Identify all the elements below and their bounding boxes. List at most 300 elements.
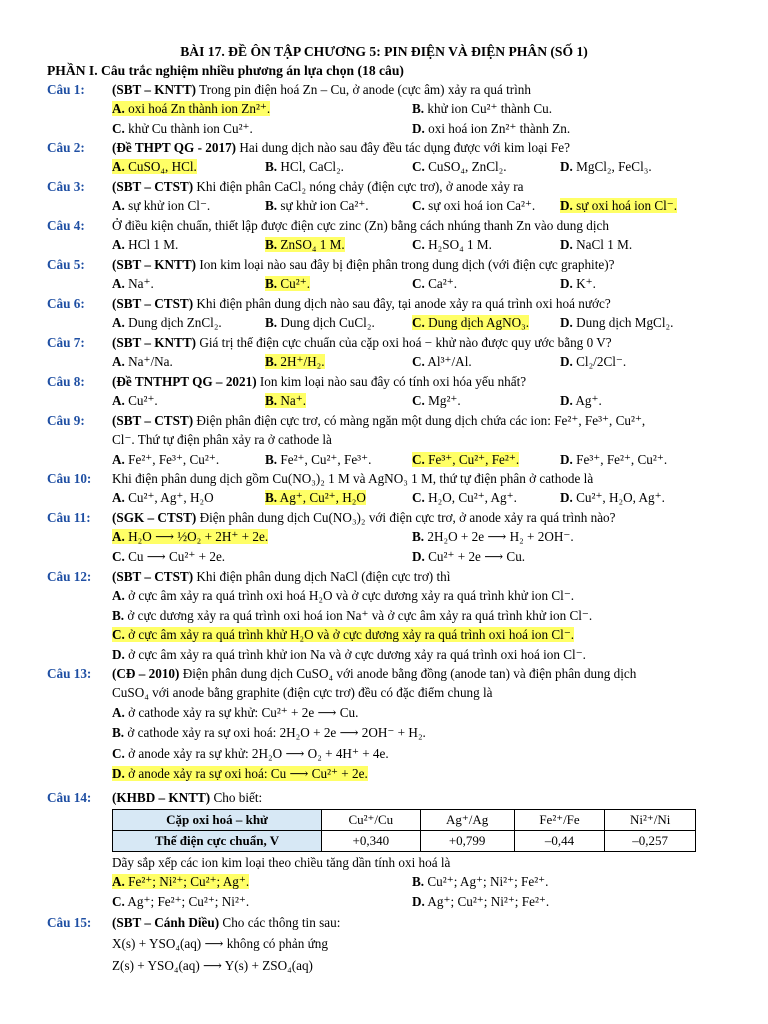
- option-a[interactable]: [112, 276, 154, 292]
- question-source: (CĐ – 2010): [112, 666, 180, 681]
- option-c[interactable]: [412, 198, 535, 214]
- question-text: Giá trị thế điện cực chuẩn của cặp oxi hoá − khử nào được quy ước bằng 0 V?: [199, 335, 612, 350]
- option-letter: D.: [412, 548, 425, 564]
- option-content: [112, 237, 178, 252]
- option-b[interactable]: [265, 354, 325, 370]
- question-number: Câu 10:: [47, 471, 92, 486]
- option-content: [412, 354, 472, 369]
- option-content: [560, 237, 632, 252]
- option-letter: D.: [112, 646, 125, 662]
- option-content: [112, 746, 389, 761]
- option-a[interactable]: [112, 354, 173, 370]
- option-text: Al³⁺/Al.: [427, 354, 472, 370]
- option-d[interactable]: [112, 647, 586, 663]
- option-text: Na⁺.: [128, 276, 154, 292]
- option-text: Cu²⁺, H₂O, Ag⁺.: [576, 490, 665, 506]
- option-letter: C.: [412, 237, 425, 253]
- question-number: Câu 4:: [47, 218, 85, 233]
- option-b[interactable]: [265, 159, 344, 175]
- option-d[interactable]: [560, 354, 626, 370]
- option-text: ở anode xảy ra sự khử: 2H₂O ⟶ O₂ + 4H⁺ + 4e.: [128, 745, 389, 761]
- question-source: (SBT – CTST): [112, 296, 194, 311]
- option-content: [412, 198, 535, 213]
- option-letter: A.: [112, 529, 125, 545]
- option-letter: C.: [412, 354, 425, 370]
- option-content: [112, 159, 197, 174]
- option-text: Ag⁺; Fe²⁺; Cu²⁺; Ni²⁺.: [127, 893, 250, 909]
- option-letter: A.: [112, 588, 125, 604]
- option-c[interactable]: [412, 354, 472, 370]
- option-text: Dung dịch AgNO₃.: [428, 315, 530, 331]
- question-number: Câu 3:: [47, 179, 85, 194]
- option-letter: C.: [412, 490, 425, 506]
- question-text: Hai dung dịch nào sau đây đều tác dụng được với kim loại Fe?: [239, 140, 570, 155]
- option-letter: B.: [265, 393, 278, 409]
- option-text: Fe³⁺, Fe²⁺, Cu²⁺.: [576, 451, 668, 467]
- option-content: [265, 237, 345, 252]
- option-content: [412, 237, 492, 252]
- option-content: [265, 354, 325, 369]
- option-content: [112, 315, 222, 330]
- option-b[interactable]: [265, 490, 366, 506]
- option-d[interactable]: [560, 159, 652, 175]
- option-text: Cu²⁺.: [280, 276, 310, 292]
- option-b[interactable]: [265, 452, 371, 468]
- question-number: Câu 11:: [47, 510, 91, 525]
- option-content: [112, 588, 574, 603]
- table-row-header: Thế điện cực chuẩn, V: [113, 831, 322, 852]
- option-content: [412, 894, 549, 909]
- option-letter: C.: [412, 451, 425, 467]
- option-b[interactable]: [265, 276, 310, 292]
- option-text: Dung dịch ZnCl₂.: [128, 315, 222, 331]
- question-stem: [112, 569, 738, 585]
- option-text: sự khử ion Cl⁻.: [128, 198, 211, 214]
- table-cell: Fe²⁺/Fe: [514, 810, 605, 831]
- question-number: Câu 14:: [47, 790, 92, 805]
- option-text: Fe³⁺, Cu²⁺, Fe²⁺.: [428, 451, 520, 467]
- option-d[interactable]: [560, 393, 602, 409]
- question-source: (SBT – CTST): [112, 569, 194, 584]
- option-letter: B.: [265, 490, 278, 506]
- question-source: (KHBD – KNTT): [112, 790, 211, 805]
- option-letter: A.: [112, 704, 125, 720]
- option-letter: B.: [265, 315, 278, 331]
- question-text: Điện phân dung dịch Cu(NO₃)₂ với điện cực trơ, ở anode xảy ra quá trình nào?: [199, 510, 616, 525]
- option-text: ở cathode xảy ra sự oxi hoá: 2H₂O + 2e ⟶ 2OH⁻ + H₂.: [127, 725, 426, 741]
- option-text: CuSO₄, ZnCl₂.: [428, 159, 507, 175]
- option-content: [412, 121, 570, 136]
- option-letter: B.: [412, 874, 425, 890]
- option-text: ở cathode xảy ra sự khử: Cu²⁺ + 2e ⟶ Cu.: [128, 704, 359, 720]
- option-text: Cu²⁺; Ag⁺; Ni²⁺; Fe²⁺.: [427, 874, 549, 890]
- option-c[interactable]: [412, 490, 517, 506]
- reaction-line: Z(s) + YSO₄(aq) ⟶ Y(s) + ZSO₄(aq): [112, 957, 313, 973]
- table-cell: –0,257: [605, 831, 696, 852]
- option-text: ở cực âm xảy ra quá trình khử ion Na và ở cực dương xảy ra quá trình oxi hoá ion Cl⁻.: [128, 646, 586, 662]
- option-text: oxi hoá ion Zn²⁺ thành Zn.: [428, 120, 571, 136]
- option-content: [412, 393, 461, 408]
- option-letter: D.: [560, 315, 573, 331]
- question-stem: [112, 140, 738, 156]
- option-c[interactable]: [412, 315, 529, 331]
- question-number: Câu 13:: [47, 666, 92, 681]
- option-text: Fe²⁺, Fe³⁺, Cu²⁺.: [128, 451, 220, 467]
- option-content: [560, 198, 677, 213]
- option-content: [412, 315, 529, 330]
- option-text: sự oxi hoá ion Ca²⁺.: [428, 198, 536, 214]
- question-stem: [112, 374, 738, 390]
- option-letter: B.: [412, 529, 425, 545]
- question-source: (SBT – KNTT): [112, 82, 197, 97]
- option-letter: A.: [112, 237, 125, 253]
- option-d[interactable]: [560, 198, 677, 214]
- option-letter: D.: [560, 159, 573, 175]
- option-content: [560, 354, 626, 369]
- question-stem: [112, 296, 738, 312]
- option-b[interactable]: [112, 608, 592, 624]
- option-c[interactable]: [112, 746, 389, 762]
- option-letter: A.: [112, 276, 125, 292]
- option-content: [560, 276, 596, 291]
- option-content: [412, 549, 525, 564]
- option-content: [265, 198, 369, 213]
- option-text: Fe²⁺; Ni²⁺; Cu²⁺; Ag⁺.: [128, 874, 250, 890]
- option-d[interactable]: [560, 315, 673, 331]
- option-text: H₂O ⟶ ½O₂ + 2H⁺ + 2e.: [128, 529, 269, 545]
- option-text: ở cực dương xảy ra quá trình oxi hoá ion Na⁺ và ở cực âm xảy ra quá trình khử ion Cl⁻.: [127, 607, 593, 623]
- option-letter: D.: [560, 490, 573, 506]
- option-c[interactable]: [112, 627, 574, 643]
- question-stem: [112, 471, 738, 487]
- option-letter: B.: [265, 276, 278, 292]
- option-a[interactable]: [112, 198, 210, 214]
- option-content: [265, 159, 344, 174]
- question-text-continued: CuSO₄ với anode bằng graphite (điện cực trơ) đều có đặc điểm chung là: [112, 685, 493, 701]
- question-stem: [112, 790, 738, 806]
- option-letter: C.: [112, 627, 125, 643]
- option-content: [560, 490, 665, 505]
- option-text: Ca²⁺.: [428, 276, 457, 292]
- option-letter: B.: [265, 237, 278, 253]
- option-c[interactable]: [112, 121, 253, 137]
- option-text: 2H⁺/H₂.: [280, 354, 325, 370]
- option-c[interactable]: [412, 159, 507, 175]
- question-text: Trong pin điện hoá Zn – Cu, ở anode (cực âm) xảy ra quá trình: [199, 82, 531, 97]
- option-letter: B.: [412, 101, 425, 117]
- option-content: [112, 393, 158, 408]
- option-text: khử ion Cu²⁺ thành Cu.: [427, 101, 553, 117]
- option-letter: D.: [560, 276, 573, 292]
- option-content: [265, 276, 310, 291]
- option-a[interactable]: [112, 159, 197, 175]
- question-stem: [112, 218, 738, 234]
- option-content: [112, 608, 592, 623]
- option-content: [112, 627, 574, 642]
- table-cell: –0,44: [514, 831, 605, 852]
- option-text: Cl₂/2Cl⁻.: [576, 354, 627, 370]
- question-text: Ion kim loại nào sau đây bị điện phân trong dung dịch (với điện cực graphite)?: [199, 257, 615, 272]
- option-content: [112, 198, 210, 213]
- option-letter: C.: [412, 159, 425, 175]
- question-stem: [112, 257, 738, 273]
- question-text-continued: Dãy sắp xếp các ion kim loại theo chiều tăng dần tính oxi hoá là: [112, 855, 451, 870]
- option-a[interactable]: [112, 315, 222, 331]
- question-number: Câu 8:: [47, 374, 85, 389]
- question-stem: [112, 179, 738, 195]
- option-d[interactable]: [412, 121, 570, 137]
- option-letter: B.: [265, 451, 278, 467]
- question-stem: [112, 510, 738, 526]
- option-letter: C.: [112, 745, 125, 761]
- question-text: Ở điều kiện chuẩn, thiết lập được điện cực zinc (Zn) bằng cách nhúng thanh Zn vào dung dịch: [112, 218, 609, 233]
- option-letter: D.: [560, 354, 573, 370]
- question-text: Điện phân dung dịch CuSO₄ với anode bằng đồng (anode tan) và điện phân dung dịch: [182, 666, 637, 681]
- option-text: ở cực âm xảy ra quá trình khử H₂O và ở cực dương xảy ra quá trình oxi hoá ion Cl⁻.: [128, 627, 575, 643]
- option-text: Ag⁺; Cu²⁺; Ni²⁺; Fe²⁺.: [427, 893, 550, 909]
- option-text: HCl, CaCl₂.: [280, 159, 344, 175]
- option-letter: C.: [412, 393, 425, 409]
- option-text: Cu²⁺ + 2e ⟶ Cu.: [428, 548, 526, 564]
- option-text: Dung dịch CuCl₂.: [280, 315, 375, 331]
- option-text: sự oxi hoá ion Cl⁻.: [576, 198, 678, 214]
- option-c[interactable]: [412, 393, 461, 409]
- question-stem: [112, 413, 738, 429]
- option-a[interactable]: [112, 874, 249, 890]
- option-letter: C.: [412, 276, 425, 292]
- option-letter: B.: [265, 198, 278, 214]
- option-letter: D.: [412, 120, 425, 136]
- option-d[interactable]: [412, 894, 549, 910]
- option-c[interactable]: [112, 549, 225, 565]
- table-cell: +0,799: [420, 831, 514, 852]
- option-content: [412, 159, 507, 174]
- option-letter: D.: [560, 393, 573, 409]
- option-text: Na⁺.: [280, 393, 307, 409]
- option-a[interactable]: [112, 529, 268, 545]
- option-text: H₂SO₄ 1 M.: [428, 237, 492, 253]
- option-content: [112, 276, 154, 291]
- option-text: HCl 1 M.: [128, 237, 179, 253]
- question-source: (SBT – CTST): [112, 179, 194, 194]
- option-text: MgCl₂, FeCl₃.: [576, 159, 652, 175]
- option-letter: C.: [412, 198, 425, 214]
- question-stem: [112, 335, 738, 351]
- option-text: Fe²⁺, Cu²⁺, Fe³⁺.: [280, 451, 372, 467]
- option-text: Ag⁺, Cu²⁺, H₂O: [279, 490, 366, 506]
- option-letter: A.: [112, 159, 125, 175]
- question-text-continued: Cl⁻. Thứ tự điện phân xảy ra ở cathode là: [112, 432, 332, 448]
- option-text: CuSO₄, HCl.: [128, 159, 197, 175]
- option-content: [112, 647, 586, 662]
- option-b[interactable]: [112, 725, 426, 741]
- table-row-header: Cặp oxi hoá – khử: [113, 810, 322, 831]
- option-a[interactable]: [112, 237, 178, 253]
- option-text: Ag⁺.: [575, 393, 602, 409]
- table-cell: Ni²⁺/Ni: [605, 810, 696, 831]
- option-letter: B.: [112, 725, 125, 741]
- option-letter: A.: [112, 354, 125, 370]
- option-d[interactable]: [560, 490, 665, 506]
- option-letter: A.: [112, 101, 125, 117]
- question-text: Điện phân điện cực trơ, có màng ngăn một dung dịch chứa các ion: Fe²⁺, Fe³⁺, Cu²⁺,: [196, 413, 646, 428]
- option-content: [412, 101, 552, 116]
- option-letter: A.: [112, 393, 125, 409]
- option-text: khử Cu thành ion Cu²⁺.: [128, 120, 253, 136]
- option-content: [560, 159, 652, 174]
- option-b[interactable]: [412, 874, 548, 890]
- option-a[interactable]: [112, 705, 358, 721]
- option-b[interactable]: [265, 198, 369, 214]
- option-content: [112, 549, 225, 564]
- table-cell: Cu²⁺/Cu: [322, 810, 421, 831]
- question-text: Khi điện phân dung dịch NaCl (điện cực trơ) thì: [196, 569, 451, 584]
- option-text: Dung dịch MgCl₂.: [576, 315, 674, 331]
- option-content: [112, 874, 249, 889]
- option-content: [265, 393, 306, 408]
- option-d[interactable]: [560, 276, 596, 292]
- option-b[interactable]: [412, 101, 552, 117]
- option-a[interactable]: [112, 588, 574, 604]
- option-content: [412, 452, 519, 467]
- option-text: Cu ⟶ Cu²⁺ + 2e.: [128, 548, 226, 564]
- reaction-line: X(s) + YSO₄(aq) ⟶ không có phản ứng: [112, 936, 328, 952]
- option-letter: D.: [560, 237, 573, 253]
- option-text: ở cực âm xảy ra quá trình oxi hoá H₂O và ở cực dương xảy ra quá trình khử ion Cl⁻.: [128, 588, 575, 604]
- question-source: (SBT – Cánh Diều): [112, 915, 220, 930]
- option-letter: A.: [112, 490, 125, 506]
- question-stem: [112, 915, 738, 931]
- option-d[interactable]: [560, 452, 667, 468]
- option-content: [112, 490, 214, 505]
- question-number: Câu 9:: [47, 413, 85, 428]
- option-letter: B.: [265, 354, 278, 370]
- question-number: Câu 2:: [47, 140, 85, 155]
- option-d[interactable]: [412, 549, 525, 565]
- option-content: [112, 894, 249, 909]
- option-content: [412, 874, 548, 889]
- table-cell: +0,340: [322, 831, 421, 852]
- option-letter: A.: [112, 451, 125, 467]
- question-source: (SBT – KNTT): [112, 257, 197, 272]
- option-text: oxi hoá Zn thành ion Zn²⁺.: [128, 101, 271, 117]
- question-source: (SGK – CTST): [112, 510, 197, 525]
- question-text: Cho các thông tin sau:: [222, 915, 341, 930]
- option-c[interactable]: [412, 237, 492, 253]
- option-content: [112, 452, 219, 467]
- option-content: [112, 354, 173, 369]
- option-content: [112, 705, 358, 720]
- question-source: (Đề TNTHPT QG – 2021): [112, 374, 257, 389]
- option-c[interactable]: [412, 452, 519, 468]
- option-a[interactable]: [112, 490, 214, 506]
- option-content: [112, 121, 253, 136]
- option-letter: C.: [112, 893, 125, 909]
- option-b[interactable]: [265, 315, 375, 331]
- option-content: [412, 490, 517, 505]
- question-stem: [112, 666, 738, 682]
- option-text: ở anode xảy ra sự oxi hoá: Cu ⟶ Cu²⁺ + 2e.: [128, 766, 368, 782]
- option-text: ZnSO₄ 1 M.: [280, 237, 345, 253]
- option-content: [560, 452, 667, 467]
- option-text: Na⁺/Na.: [128, 354, 173, 370]
- question-text: Khi điện phân dung dịch gồm Cu(NO₃)₂ 1 M và AgNO₃ 1 M, thứ tự điện phân ở cathode là: [112, 471, 594, 486]
- option-letter: A.: [112, 315, 125, 331]
- option-letter: D.: [560, 198, 573, 214]
- option-c[interactable]: [112, 894, 249, 910]
- option-text: NaCl 1 M.: [576, 237, 633, 253]
- option-letter: D.: [112, 766, 125, 782]
- option-content: [112, 725, 426, 740]
- option-letter: D.: [412, 893, 425, 909]
- option-text: Cu²⁺, Ag⁺, H₂O: [128, 490, 214, 506]
- question-number: Câu 12:: [47, 569, 92, 584]
- option-content: [265, 490, 366, 505]
- option-content: [412, 529, 574, 544]
- option-letter: A.: [112, 198, 125, 214]
- question-source: (Đề THPT QG - 2017): [112, 140, 237, 155]
- option-content: [112, 529, 268, 544]
- option-content: [560, 315, 673, 330]
- question-text: Khi điện phân dung dịch nào sau đây, tại anode xảy ra quá trình oxi hoá nước?: [196, 296, 611, 311]
- option-letter: B.: [265, 159, 278, 175]
- question-text: Ion kim loại nào sau đây có tính oxi hóa yếu nhất?: [259, 374, 527, 389]
- potential-table: [112, 809, 696, 852]
- option-text: 2H₂O + 2e ⟶ H₂ + 2OH⁻.: [427, 529, 574, 545]
- question-number: Câu 7:: [47, 335, 85, 350]
- option-c[interactable]: [412, 276, 457, 292]
- question-number: Câu 15:: [47, 915, 92, 930]
- section-heading: PHẦN I. Câu trắc nghiệm nhiều phương án lựa chọn (18 câu): [47, 63, 404, 78]
- question-text: Cho biết:: [213, 790, 263, 805]
- option-content: [265, 452, 371, 467]
- question-number: Câu 6:: [47, 296, 85, 311]
- question-source: (SBT – KNTT): [112, 335, 197, 350]
- option-d[interactable]: [112, 766, 368, 782]
- option-a[interactable]: [112, 393, 158, 409]
- option-content: [412, 276, 457, 291]
- option-text: Cu²⁺.: [128, 393, 158, 409]
- option-content: [112, 766, 368, 781]
- option-content: [112, 101, 270, 116]
- question-number: Câu 1:: [47, 82, 85, 97]
- option-text: K⁺.: [576, 276, 596, 292]
- question-number: Câu 5:: [47, 257, 85, 272]
- option-content: [560, 393, 602, 408]
- option-a[interactable]: [112, 101, 270, 117]
- option-a[interactable]: [112, 452, 219, 468]
- question-stem: [112, 82, 738, 98]
- option-letter: D.: [560, 451, 573, 467]
- option-text: sự khử ion Ca²⁺.: [280, 198, 369, 214]
- option-letter: C.: [112, 120, 125, 136]
- option-b[interactable]: [265, 393, 306, 409]
- option-letter: C.: [412, 315, 425, 331]
- question-text: Khi điện phân CaCl₂ nóng chảy (điện cực trơ), ở anode xảy ra: [196, 179, 524, 194]
- option-content: [265, 315, 375, 330]
- table-cell: Ag⁺/Ag: [420, 810, 514, 831]
- option-letter: B.: [112, 607, 125, 623]
- option-letter: A.: [112, 874, 125, 890]
- option-b[interactable]: [412, 529, 574, 545]
- page-title: BÀI 17. ĐỀ ÔN TẬP CHƯƠNG 5: PIN ĐIỆN VÀ ĐIỆN PHÂN (SỐ 1): [180, 44, 588, 59]
- option-b[interactable]: [265, 237, 345, 253]
- question-source: (SBT – CTST): [112, 413, 194, 428]
- option-d[interactable]: [560, 237, 632, 253]
- option-text: Mg²⁺.: [428, 393, 461, 409]
- option-text: H₂O, Cu²⁺, Ag⁺.: [428, 490, 517, 506]
- option-letter: C.: [112, 548, 125, 564]
